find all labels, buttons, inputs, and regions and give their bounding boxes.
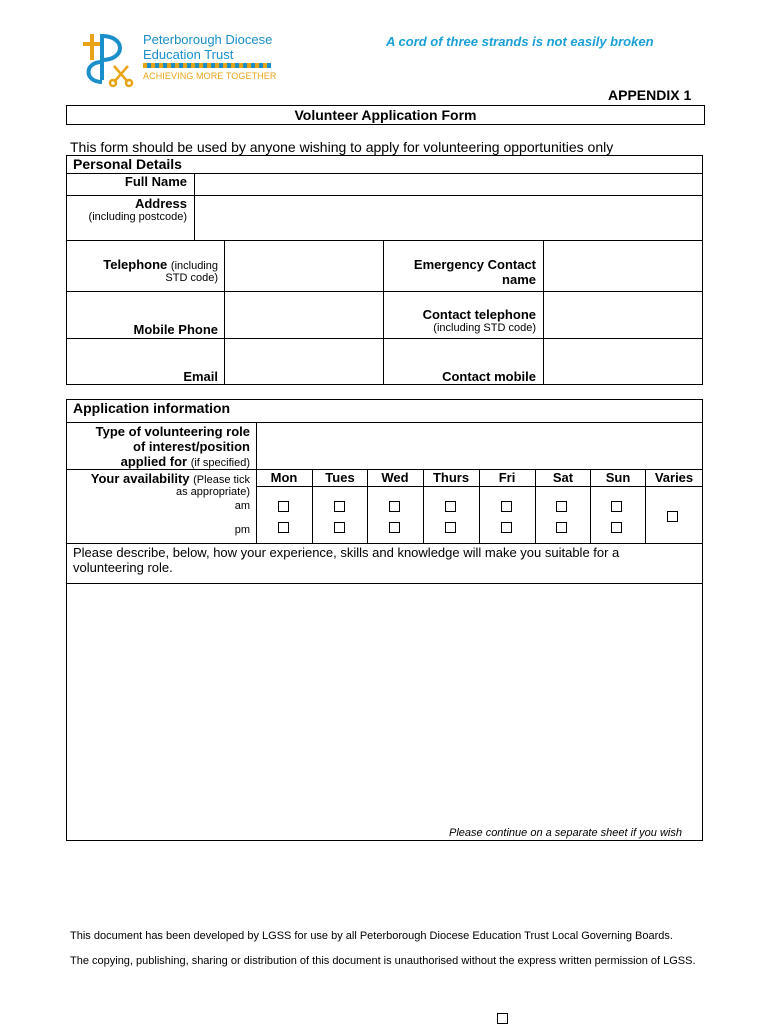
telephone-note-2: STD code) xyxy=(165,272,218,284)
role-field[interactable] xyxy=(257,423,702,469)
contact-telephone-field[interactable] xyxy=(544,292,702,338)
role-label-3 xyxy=(70,454,250,471)
checkbox-thurs-pm[interactable] xyxy=(445,522,456,533)
availability-note-1: (Please tick xyxy=(193,474,250,486)
contact-mobile-label: Contact mobile xyxy=(442,369,536,384)
appendix-label: APPENDIX 1 xyxy=(608,87,692,103)
emergency-contact-label: Emergency Contact xyxy=(413,257,536,272)
motto: A cord of three strands is not easily broken xyxy=(386,34,654,49)
checkbox-mon-am[interactable] xyxy=(278,501,289,512)
checkbox-fri-pm[interactable] xyxy=(501,522,512,533)
mobile-phone-label: Mobile Phone xyxy=(133,322,218,337)
checkbox-mon-pm[interactable] xyxy=(278,522,289,533)
checkbox-sat-am[interactable] xyxy=(556,501,567,512)
contact-mobile-field[interactable] xyxy=(544,339,702,385)
full-name-label: Full Name xyxy=(124,174,187,189)
footer-checkbox[interactable] xyxy=(497,1013,508,1024)
availability-note-2: as appropriate) xyxy=(176,486,250,498)
day-header-thurs: Thurs xyxy=(432,470,470,485)
logo-line-1: Peterborough Diocese xyxy=(143,32,273,47)
telephone-field[interactable] xyxy=(225,241,383,291)
day-header-varies: Varies xyxy=(654,470,694,485)
day-header-wed: Wed xyxy=(381,470,409,485)
checkbox-wed-am[interactable] xyxy=(389,501,400,512)
continue-note: Please continue on a separate sheet if you wish xyxy=(449,827,682,839)
checkbox-sat-pm[interactable] xyxy=(556,522,567,533)
day-header-sun: Sun xyxy=(605,470,631,485)
logo-line-2: Education Trust xyxy=(143,47,234,62)
email-label: Email xyxy=(183,369,218,384)
checkbox-sun-am[interactable] xyxy=(611,501,622,512)
email-field[interactable] xyxy=(225,339,383,385)
address-note: (including postcode) xyxy=(88,211,187,223)
role-label-2: of interest/position xyxy=(133,439,250,454)
footer-line-2: The copying, publishing, sharing or distribution of this document is unauthorised without the express written permission of LGSS. xyxy=(70,955,696,967)
logo-tagline: ACHIEVING MORE TOGETHER xyxy=(143,71,277,81)
address-label: Address xyxy=(134,196,187,211)
telephone-note-1: (including xyxy=(170,260,218,272)
role-label-3-text: applied for xyxy=(120,454,188,469)
trust-logo-icon xyxy=(80,30,140,88)
role-label-1: Type of volunteering role xyxy=(95,424,250,439)
footer-line-1: This document has been developed by LGSS for use by all Peterborough Diocese Education Trust Local Governing Boards. xyxy=(70,930,673,942)
day-header-fri: Fri xyxy=(498,470,516,485)
checkbox-tues-am[interactable] xyxy=(334,501,345,512)
checkbox-fri-am[interactable] xyxy=(501,501,512,512)
telephone-label-text: Telephone xyxy=(103,257,168,272)
mobile-phone-field[interactable] xyxy=(225,292,383,338)
contact-telephone-label: Contact telephone xyxy=(422,307,536,322)
full-name-field[interactable] xyxy=(195,174,702,195)
checkbox-thurs-am[interactable] xyxy=(445,501,456,512)
checkbox-tues-pm[interactable] xyxy=(334,522,345,533)
day-header-sat: Sat xyxy=(552,470,574,485)
personal-details-heading: Personal Details xyxy=(73,156,182,172)
checkbox-varies[interactable] xyxy=(667,511,678,522)
role-note: (if specified) xyxy=(190,457,250,469)
emergency-contact-field[interactable] xyxy=(544,241,702,291)
application-info-heading: Application information xyxy=(73,400,231,416)
pm-label: pm xyxy=(234,524,250,536)
logo-pattern xyxy=(143,63,271,68)
availability-label-text: Your availability xyxy=(90,471,190,486)
am-label: am xyxy=(234,500,250,512)
checkbox-sun-pm[interactable] xyxy=(611,522,622,533)
form-title: Volunteer Application Form xyxy=(66,105,705,125)
emergency-contact-label-2: name xyxy=(502,272,536,287)
checkbox-wed-pm[interactable] xyxy=(389,522,400,533)
address-field[interactable] xyxy=(195,196,702,240)
form-intro: This form should be used by anyone wishing to apply for volunteering opportunities only xyxy=(70,139,614,155)
day-header-tues: Tues xyxy=(325,470,355,485)
contact-telephone-note: (including STD code) xyxy=(433,322,536,334)
day-header-mon: Mon xyxy=(270,470,298,485)
describe-field[interactable] xyxy=(67,584,702,824)
describe-prompt: Please describe, below, how your experience, skills and knowledge will make you suitable for a volunteering role. xyxy=(73,545,620,575)
